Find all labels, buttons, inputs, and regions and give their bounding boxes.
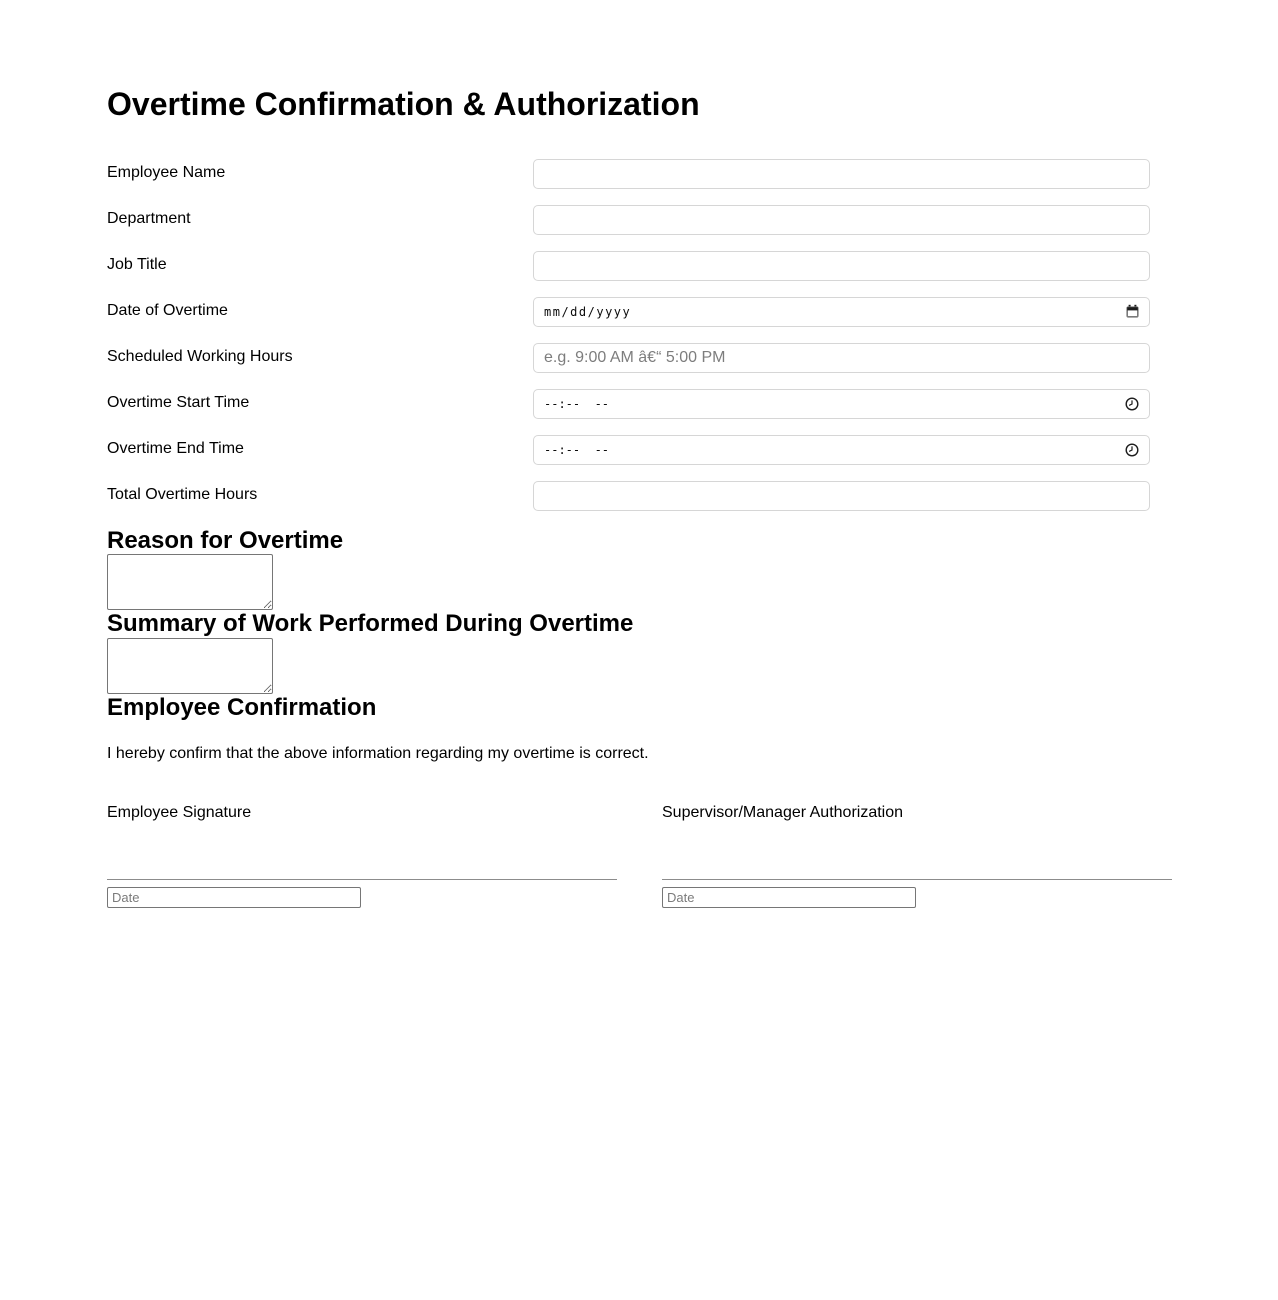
page-title: Overtime Confirmation & Authorization	[107, 86, 700, 122]
form-row-employee-name	[107, 159, 1170, 189]
total-overtime-hours-label: Total Overtime Hours	[107, 485, 258, 503]
supervisor-authorization-block	[662, 804, 1172, 908]
form-row-department	[107, 205, 1170, 235]
overtime-start-time-input[interactable]	[533, 389, 1150, 419]
form-row-date-of-overtime	[107, 297, 1170, 327]
date-placeholder-text: mm/dd/yyyy	[544, 304, 632, 319]
scheduled-working-hours-input[interactable]	[533, 343, 1150, 373]
form-row-scheduled-working-hours	[107, 343, 1170, 373]
scheduled-working-hours-label: Scheduled Working Hours	[107, 347, 293, 365]
employee-signature-line	[107, 879, 617, 880]
form-row-overtime-start-time	[107, 389, 1170, 419]
overtime-start-time-label: Overtime Start Time	[107, 393, 250, 411]
overtime-form	[107, 159, 1170, 511]
form-row-total-overtime-hours	[107, 481, 1170, 511]
summary-of-work-heading: Summary of Work Performed During Overtime	[107, 610, 634, 638]
employee-signature-block	[107, 804, 617, 908]
date-of-overtime-label: Date of Overtime	[107, 301, 228, 319]
employee-signature-label: Employee Signature	[107, 803, 252, 821]
department-label: Department	[107, 209, 191, 227]
employee-name-label: Employee Name	[107, 163, 226, 181]
time-placeholder-text: --:-- --	[544, 396, 610, 411]
department-input[interactable]	[533, 205, 1150, 235]
form-row-overtime-end-time	[107, 435, 1170, 465]
clock-icon[interactable]	[1124, 396, 1140, 412]
job-title-label: Job Title	[107, 255, 167, 273]
reason-for-overtime-textarea[interactable]	[107, 554, 273, 610]
confirmation-statement: I hereby confirm that the above information regarding my overtime is correct.	[107, 744, 649, 762]
clock-icon[interactable]	[1124, 442, 1140, 458]
supervisor-signature-date-input[interactable]	[662, 887, 916, 908]
form-container	[107, 0, 1170, 908]
employee-confirmation-heading: Employee Confirmation	[107, 693, 377, 721]
time-placeholder-text: --:-- --	[544, 442, 610, 457]
job-title-input[interactable]	[533, 251, 1150, 281]
signature-section	[107, 804, 1170, 908]
calendar-icon[interactable]	[1125, 304, 1140, 319]
total-overtime-hours-input[interactable]	[533, 481, 1150, 511]
employee-signature-date-input[interactable]	[107, 887, 361, 908]
summary-of-work-textarea[interactable]	[107, 638, 273, 694]
date-of-overtime-input[interactable]	[533, 297, 1150, 327]
overtime-end-time-label: Overtime End Time	[107, 439, 244, 457]
reason-for-overtime-heading: Reason for Overtime	[107, 526, 344, 554]
employee-name-input[interactable]	[533, 159, 1150, 189]
overtime-end-time-input[interactable]	[533, 435, 1150, 465]
supervisor-signature-line	[662, 879, 1172, 880]
form-row-job-title	[107, 251, 1170, 281]
supervisor-authorization-label: Supervisor/Manager Authorization	[662, 803, 904, 821]
